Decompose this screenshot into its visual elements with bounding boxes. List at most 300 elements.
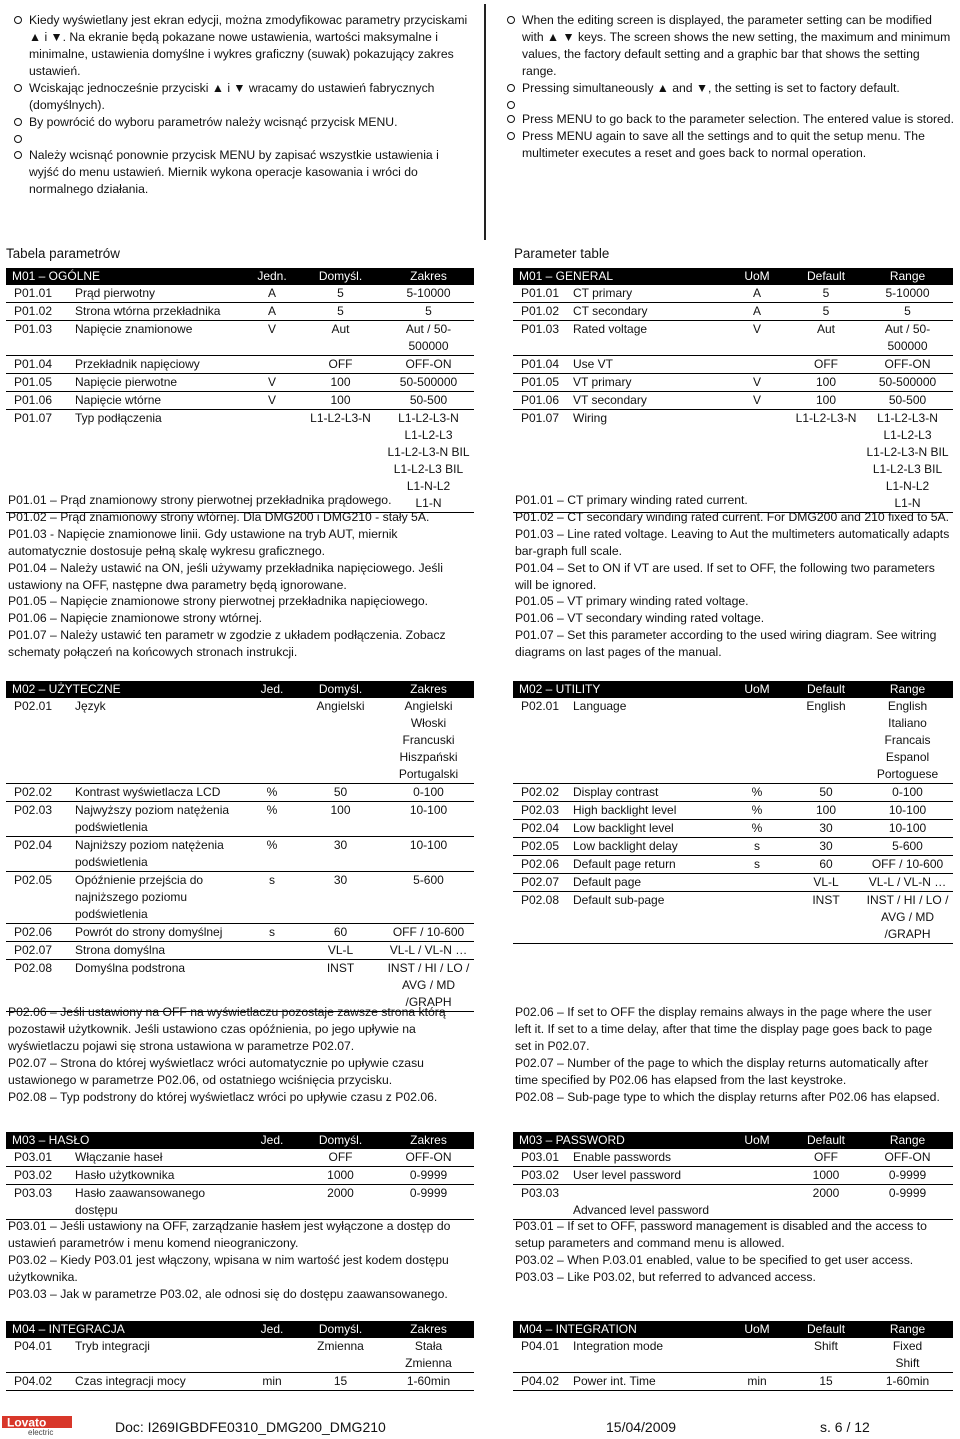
column-header: Jedn.: [246, 268, 298, 285]
param-code: P03.03: [513, 1185, 569, 1220]
intro-en-item: Press MENU to go back to the parameter selection. The entered value is stored.: [503, 111, 955, 128]
note-code: P02.06: [515, 1005, 554, 1019]
table-row: [6, 392, 474, 410]
table-title: M01 – GENERAL: [513, 268, 724, 285]
note-text: – If set to OFF the display remains always in the page where the user left it. If set to a time delay, after that time the display page goes back to page set in P02.07.: [515, 1005, 933, 1053]
param-default: 2000: [790, 1185, 862, 1220]
param-description: CT primary: [569, 285, 724, 303]
note-text: – If set to OFF, password management is disabled and the access to setup parameters and command menu is allowed.: [515, 1219, 927, 1250]
note-code: P01.03: [515, 526, 554, 541]
param-range: 5-10000: [383, 285, 474, 303]
table-row: [513, 698, 953, 784]
note-code: P02.08: [8, 1089, 47, 1104]
param-default: Aut: [790, 321, 862, 356]
param-unit: [246, 698, 298, 784]
param-range: 10-100: [383, 802, 474, 837]
m01-notes-pl: [8, 492, 472, 661]
param-range: 0-100: [862, 784, 953, 802]
m01-table-en: [513, 268, 953, 513]
table-row: [6, 374, 474, 392]
section-title-en: Parameter table: [514, 246, 610, 261]
note-text: – Like P03.02, but referred to advanced access.: [557, 1269, 816, 1284]
note: [515, 526, 951, 560]
param-code: P03.01: [513, 1149, 569, 1167]
note-code: P01.02: [515, 509, 554, 524]
param-code: P02.05: [6, 872, 71, 924]
note: [8, 627, 472, 661]
param-code: P02.07: [513, 874, 569, 892]
column-header: Zakres: [383, 1321, 474, 1338]
param-code: P01.07: [6, 410, 71, 513]
table-row: [6, 1185, 474, 1220]
column-header: Default: [790, 268, 862, 285]
param-code: P01.02: [513, 303, 569, 321]
param-range: 5: [862, 303, 953, 321]
param-default: 100: [790, 802, 862, 820]
param-default: 1000: [790, 1167, 862, 1185]
table-row: [6, 285, 474, 303]
param-code: P04.02: [6, 1373, 71, 1391]
table-row: [6, 356, 474, 374]
note-code: P03.03: [515, 1269, 554, 1284]
param-range: 0-9999: [383, 1167, 474, 1185]
param-default: 100: [298, 374, 383, 392]
param-code: P02.02: [513, 784, 569, 802]
column-header: Range: [862, 1321, 953, 1338]
note-code: P01.02: [8, 509, 47, 524]
m04-table-en: [513, 1321, 953, 1391]
param-code: P01.01: [513, 285, 569, 303]
note-code: P01.01: [515, 493, 554, 507]
intro-pl: [10, 12, 470, 198]
note: [8, 492, 472, 509]
note: [8, 1089, 472, 1106]
param-default: 100: [790, 392, 862, 410]
table-title: M02 – UŻYTECZNE: [6, 681, 246, 698]
intro-pl-item: Wciskając jednocześnie przyciski ▲ i ▼ wracamy do ustawień fabrycznych (domyślnych).: [10, 80, 470, 114]
param-range: OFF-ON: [862, 1149, 953, 1167]
param-code: P04.01: [6, 1338, 71, 1373]
param-code: P02.02: [6, 784, 71, 802]
note: [515, 1218, 951, 1252]
intro-en: [503, 12, 955, 162]
param-unit: [246, 356, 298, 374]
param-range: VL-L / VL-N …: [862, 874, 953, 892]
param-description: Advanced level password: [569, 1185, 724, 1220]
param-default: Angielski: [298, 698, 383, 784]
table-row: [513, 1338, 953, 1373]
param-code: P01.04: [513, 356, 569, 374]
param-unit: [724, 1167, 790, 1185]
note-code: P01.03: [8, 526, 47, 541]
param-description: VT primary: [569, 374, 724, 392]
param-description: Czas integracji mocy: [71, 1373, 246, 1391]
param-range: 0-9999: [862, 1167, 953, 1185]
param-default: 60: [298, 924, 383, 942]
param-code: P01.01: [6, 285, 71, 303]
note-text: – Strona do której wyświetlacz wróci automatycznie po upływie czasu ustawionego w parametrze P02.06, od ostatniego wciśnięcia przycisku.: [8, 1055, 424, 1087]
table-title: M03 – HASŁO: [6, 1132, 246, 1149]
param-range: Aut / 50-500000: [862, 321, 953, 356]
intro-pl-item: Kiedy wyświetlany jest ekran edycji, można zmodyfikowac parametry przyciskami ▲ i ▼. Na ekranie będą pokazane nowe ustawienia, wartości maksymalne i minimalne, ustawienia domyślne i wykres graficzny (suwak) pokazujący zakres ustawień.: [10, 12, 470, 80]
param-code: P03.03: [6, 1185, 71, 1220]
param-description: Low backlight delay: [569, 838, 724, 856]
intro-pl-item: By powrócić do wyboru parametrów należy wcisnąć przycisk MENU.: [10, 114, 470, 131]
param-unit: [724, 892, 790, 944]
column-header: Zakres: [383, 268, 474, 285]
note-code: P01.04: [515, 560, 554, 575]
table-row: [513, 1149, 953, 1167]
param-unit: s: [724, 838, 790, 856]
param-default: 15: [790, 1373, 862, 1391]
table-row: [6, 837, 474, 872]
column-header: Jed.: [246, 681, 298, 698]
param-unit: %: [724, 820, 790, 838]
column-header: Default: [790, 1132, 862, 1149]
param-code: P02.08: [513, 892, 569, 944]
column-header: Range: [862, 1132, 953, 1149]
param-unit: %: [724, 802, 790, 820]
note: [515, 610, 951, 627]
param-code: P03.02: [6, 1167, 71, 1185]
param-default: 5: [790, 285, 862, 303]
param-code: P01.06: [513, 392, 569, 410]
note: [8, 1252, 472, 1286]
column-header: Jed.: [246, 1132, 298, 1149]
param-unit: %: [246, 784, 298, 802]
param-default: 100: [298, 392, 383, 410]
note-text: – Sub-page type to which the display returns after P02.06 has elapsed.: [557, 1089, 940, 1104]
note: [515, 593, 951, 610]
param-default: Zmienna: [298, 1338, 383, 1373]
param-default: 50: [298, 784, 383, 802]
param-range: OFF / 10-600: [862, 856, 953, 874]
param-code: P01.03: [513, 321, 569, 356]
param-description: Typ podłączenia: [71, 410, 246, 513]
param-code: P02.05: [513, 838, 569, 856]
param-unit: V: [724, 374, 790, 392]
param-description: Integration mode: [569, 1338, 724, 1373]
param-code: P01.05: [6, 374, 71, 392]
doc-code: Doc: I269IGBDFE0310_DMG200_DMG210: [115, 1419, 386, 1435]
table-title: M02 – UTILITY: [513, 681, 724, 698]
table-row: [513, 285, 953, 303]
param-default: 100: [298, 802, 383, 837]
note-text: – Jeśli ustawiony na OFF, zarządzanie hasłem jest wyłączone a dostęp do ustawień parametrów i menu komend nieograniczony.: [8, 1219, 451, 1250]
column-header: UoM: [724, 681, 790, 698]
table-title: M04 – INTEGRACJA: [6, 1321, 246, 1338]
param-default: 5: [790, 303, 862, 321]
param-unit: A: [724, 303, 790, 321]
param-range: INST / HI / LO / AVG / MD /GRAPH: [862, 892, 953, 944]
column-divider: [484, 4, 486, 240]
param-range: INST / HI / LO / AVG / MD /GRAPH: [383, 960, 474, 1012]
column-header: Domyśl.: [298, 681, 383, 698]
param-range: 5-600: [862, 838, 953, 856]
table-row: [6, 872, 474, 924]
param-description: CT secondary: [569, 303, 724, 321]
table-row: [513, 802, 953, 820]
param-range: Fixed Shift: [862, 1338, 953, 1373]
table-title: M04 – INTEGRATION: [513, 1321, 724, 1338]
m02-table-pl: [6, 681, 474, 1012]
spacer: [10, 131, 470, 147]
param-default: L1-L2-L3-N: [790, 410, 862, 513]
table-row: [6, 1149, 474, 1167]
intro-en-item: Press MENU again to save all the settings and to quit the setup menu. The multimeter executes a reset and goes back to normal operation.: [503, 128, 955, 162]
table-row: [513, 820, 953, 838]
table-row: [6, 784, 474, 802]
table-row: [513, 892, 953, 944]
param-unit: %: [246, 837, 298, 872]
param-unit: V: [246, 392, 298, 410]
m03-notes-pl: [8, 1218, 472, 1303]
note: [515, 1252, 951, 1269]
column-header: Domyśl.: [298, 268, 383, 285]
note: [515, 627, 951, 661]
param-range: 50-500000: [862, 374, 953, 392]
param-code: P01.06: [6, 392, 71, 410]
param-code: P04.01: [513, 1338, 569, 1373]
param-description: Power int. Time: [569, 1373, 724, 1391]
param-code: P02.06: [6, 924, 71, 942]
param-description: Strona wtórna przekładnika: [71, 303, 246, 321]
param-description: Strona domyślna: [71, 942, 246, 960]
param-default: VL-L: [298, 942, 383, 960]
note: [515, 492, 951, 509]
note: [515, 1089, 951, 1106]
param-description: Default page: [569, 874, 724, 892]
param-unit: [724, 1338, 790, 1373]
param-code: P01.02: [6, 303, 71, 321]
param-range: VL-L / VL-N …: [383, 942, 474, 960]
note: [8, 526, 472, 560]
param-code: P02.04: [6, 837, 71, 872]
param-description: Enable passwords: [569, 1149, 724, 1167]
param-code: P02.08: [6, 960, 71, 1012]
param-default: OFF: [790, 356, 862, 374]
param-description: Hasło zaawansowanego dostępu: [71, 1185, 246, 1220]
param-code: P01.05: [513, 374, 569, 392]
table-row: [513, 392, 953, 410]
param-unit: A: [246, 285, 298, 303]
param-description: Powrót do strony domyślnej: [71, 924, 246, 942]
param-default: VL-L: [790, 874, 862, 892]
param-range: 5-10000: [862, 285, 953, 303]
note-code: P02.06: [8, 1005, 47, 1019]
note: [8, 509, 472, 526]
column-header: Jed.: [246, 1321, 298, 1338]
param-code: P02.06: [513, 856, 569, 874]
m03-notes-en: [515, 1218, 951, 1286]
param-range: English Italiano Francais Espanol Portoguese: [862, 698, 953, 784]
param-unit: min: [724, 1373, 790, 1391]
param-description: Use VT: [569, 356, 724, 374]
param-code: P02.07: [6, 942, 71, 960]
param-default: Aut: [298, 321, 383, 356]
note-text: – Set to ON if VT are used. If set to OFF, the following two parameters will be ignored.: [515, 560, 935, 592]
note: [515, 1055, 951, 1089]
param-default: 60: [790, 856, 862, 874]
note: [8, 560, 472, 594]
param-description: Kontrast wyświetlacza LCD: [71, 784, 246, 802]
param-code: P01.04: [6, 356, 71, 374]
param-range: 10-100: [862, 802, 953, 820]
param-default: OFF: [298, 1149, 383, 1167]
note-code: P01.06: [515, 611, 554, 626]
param-description: Prąd pierwotny: [71, 285, 246, 303]
param-default: OFF: [298, 356, 383, 374]
table-row: [513, 374, 953, 392]
param-description: VT secondary: [569, 392, 724, 410]
note-text: – VT primary winding rated voltage.: [557, 594, 749, 609]
note: [8, 1286, 472, 1303]
m03-table-en: [513, 1132, 953, 1220]
param-description: Rated voltage: [569, 321, 724, 356]
section-title-pl: Tabela parametrów: [6, 246, 120, 261]
param-default: 15: [298, 1373, 383, 1391]
param-code: P01.07: [513, 410, 569, 513]
note-code: P03.02: [8, 1252, 47, 1267]
table-row: [6, 1373, 474, 1391]
note-text: – Jeśli ustawiony na OFF na wyświetlaczu pozostaje zawsze strona którą pozostawił użytkownik. Jeśli ustawiono czas opóźnienia, po jego upływie na wyświetlaczu pojawi się strona ustawiona w parametrze P02.07.: [8, 1005, 446, 1053]
param-default: Shift: [790, 1338, 862, 1373]
note-text: – Kiedy P03.01 jest włączony, wpisana w nim wartość jest kodem dostępu użytkownika.: [8, 1252, 449, 1284]
param-default: 5: [298, 303, 383, 321]
param-unit: [246, 1338, 298, 1373]
doc-date: 15/04/2009: [606, 1419, 677, 1435]
param-range: 10-100: [862, 820, 953, 838]
param-unit: A: [724, 285, 790, 303]
note-text: – Należy ustawić ten parametr w zgodzie z układem podłączenia. Zobacz schematy połączeń na końcowych stronach instrukcji.: [8, 628, 446, 660]
param-range: OFF-ON: [383, 356, 474, 374]
note-text: – Prąd znamionowy strony wtórnej. Dla DMG200 i DMG210 - stały 5A.: [50, 509, 430, 524]
param-range: L1-L2-L3-N L1-L2-L3 L1-L2-L3-N BIL L1-L2-L3 BIL L1-N-L2 L1-N: [862, 410, 953, 513]
param-description: High backlight level: [569, 802, 724, 820]
note-text: – Typ podstrony do której wyświetlacz wróci po upływie czasu z P02.06.: [50, 1089, 438, 1104]
param-unit: s: [724, 856, 790, 874]
param-code: P04.02: [513, 1373, 569, 1391]
m03-table-pl: [6, 1132, 474, 1220]
note-text: – CT primary winding rated current.: [557, 493, 748, 507]
note-text: – Set this parameter according to the used wiring diagram. See witring diagrams on last pages of the manual.: [515, 628, 937, 660]
param-unit: [724, 698, 790, 784]
note-code: P01.05: [8, 594, 47, 609]
param-range: 50-500: [862, 392, 953, 410]
note-code: P03.02: [515, 1252, 554, 1267]
column-header: UoM: [724, 1321, 790, 1338]
param-description: Low backlight level: [569, 820, 724, 838]
param-range: 50-500: [383, 392, 474, 410]
table-row: [6, 802, 474, 837]
param-range: 0-9999: [862, 1185, 953, 1220]
note-code: P02.08: [515, 1089, 554, 1104]
param-unit: [246, 1185, 298, 1220]
param-default: 2000: [298, 1185, 383, 1220]
table-row: [513, 838, 953, 856]
svg-text:Lovato: Lovato: [7, 1415, 47, 1430]
param-description: Najwyższy poziom natężenia podświetlenia: [71, 802, 246, 837]
param-range: 1-60min: [862, 1373, 953, 1391]
column-header: Zakres: [383, 1132, 474, 1149]
svg-text:electric: electric: [28, 1428, 54, 1436]
table-row: [513, 1185, 953, 1220]
param-unit: %: [724, 784, 790, 802]
param-description: Hasło użytkownika: [71, 1167, 246, 1185]
param-description: Domyślna podstrona: [71, 960, 246, 1012]
param-unit: %: [246, 802, 298, 837]
param-range: 5: [383, 303, 474, 321]
column-header: Domyśl.: [298, 1132, 383, 1149]
param-range: OFF-ON: [383, 1149, 474, 1167]
param-unit: [724, 1185, 790, 1220]
table-row: [6, 924, 474, 942]
param-unit: min: [246, 1373, 298, 1391]
m01-notes-en: [515, 492, 951, 661]
table-row: [513, 1373, 953, 1391]
note-text: – Prąd znamionowy strony pierwotnej przekładnika prądowego.: [50, 493, 392, 507]
param-description: Opóźnienie przejścia do najniższego poziomu podświetlenia: [71, 872, 246, 924]
param-code: P03.01: [6, 1149, 71, 1167]
lovato-logo: [2, 1414, 72, 1436]
param-description: Wiring: [569, 410, 724, 513]
param-default: 5: [298, 285, 383, 303]
note-code: P02.07: [515, 1055, 554, 1070]
m02-notes-en: [515, 1004, 951, 1105]
param-range: OFF-ON: [862, 356, 953, 374]
column-header: UoM: [724, 268, 790, 285]
param-unit: V: [246, 321, 298, 356]
param-default: 30: [298, 872, 383, 924]
note-text: – Napięcie znamionowe strony pierwotnej przekładnika napięciowego.: [50, 594, 429, 609]
note-code: P03.01: [515, 1219, 554, 1233]
param-range: 5-600: [383, 872, 474, 924]
note-text: – Jak w parametrze P03.02, ale odnosi się do dostępu zaawansowanego.: [50, 1286, 448, 1301]
note-text: – VT secondary winding rated voltage.: [557, 611, 765, 626]
column-header: Default: [790, 1321, 862, 1338]
param-code: P01.03: [6, 321, 71, 356]
param-range: Stała Zmienna: [383, 1338, 474, 1373]
param-description: Najniższy poziom natężenia podświetlenia: [71, 837, 246, 872]
param-unit: [246, 1149, 298, 1167]
param-default: 30: [790, 838, 862, 856]
table-row: [513, 1167, 953, 1185]
table-row: [6, 942, 474, 960]
note-code: P03.03: [8, 1286, 47, 1301]
note-code: P01.07: [8, 628, 47, 643]
param-default: 50: [790, 784, 862, 802]
intro-en-item: Pressing simultaneously ▲ and ▼, the setting is set to factory default.: [503, 80, 955, 97]
note-text: – CT secondary winding rated current. For DMG200 and 210 fixed to 5A.: [557, 509, 950, 524]
table-row: [6, 1167, 474, 1185]
note-text: – Number of the page to which the display returns automatically after time specified by P02.06 has elapsed from the last keystroke.: [515, 1055, 929, 1087]
note-code: P02.07: [8, 1055, 47, 1070]
param-default: INST: [790, 892, 862, 944]
table-row: [513, 856, 953, 874]
param-description: Default page return: [569, 856, 724, 874]
param-default: OFF: [790, 1149, 862, 1167]
footer: [0, 1414, 960, 1439]
note-code: P01.07: [515, 628, 554, 643]
note: [8, 1218, 472, 1252]
note: [515, 560, 951, 594]
param-unit: A: [246, 303, 298, 321]
param-unit: V: [724, 321, 790, 356]
param-default: L1-L2-L3-N: [298, 410, 383, 513]
m01-table-pl: [6, 268, 474, 513]
param-unit: [724, 1149, 790, 1167]
table-row: [513, 874, 953, 892]
